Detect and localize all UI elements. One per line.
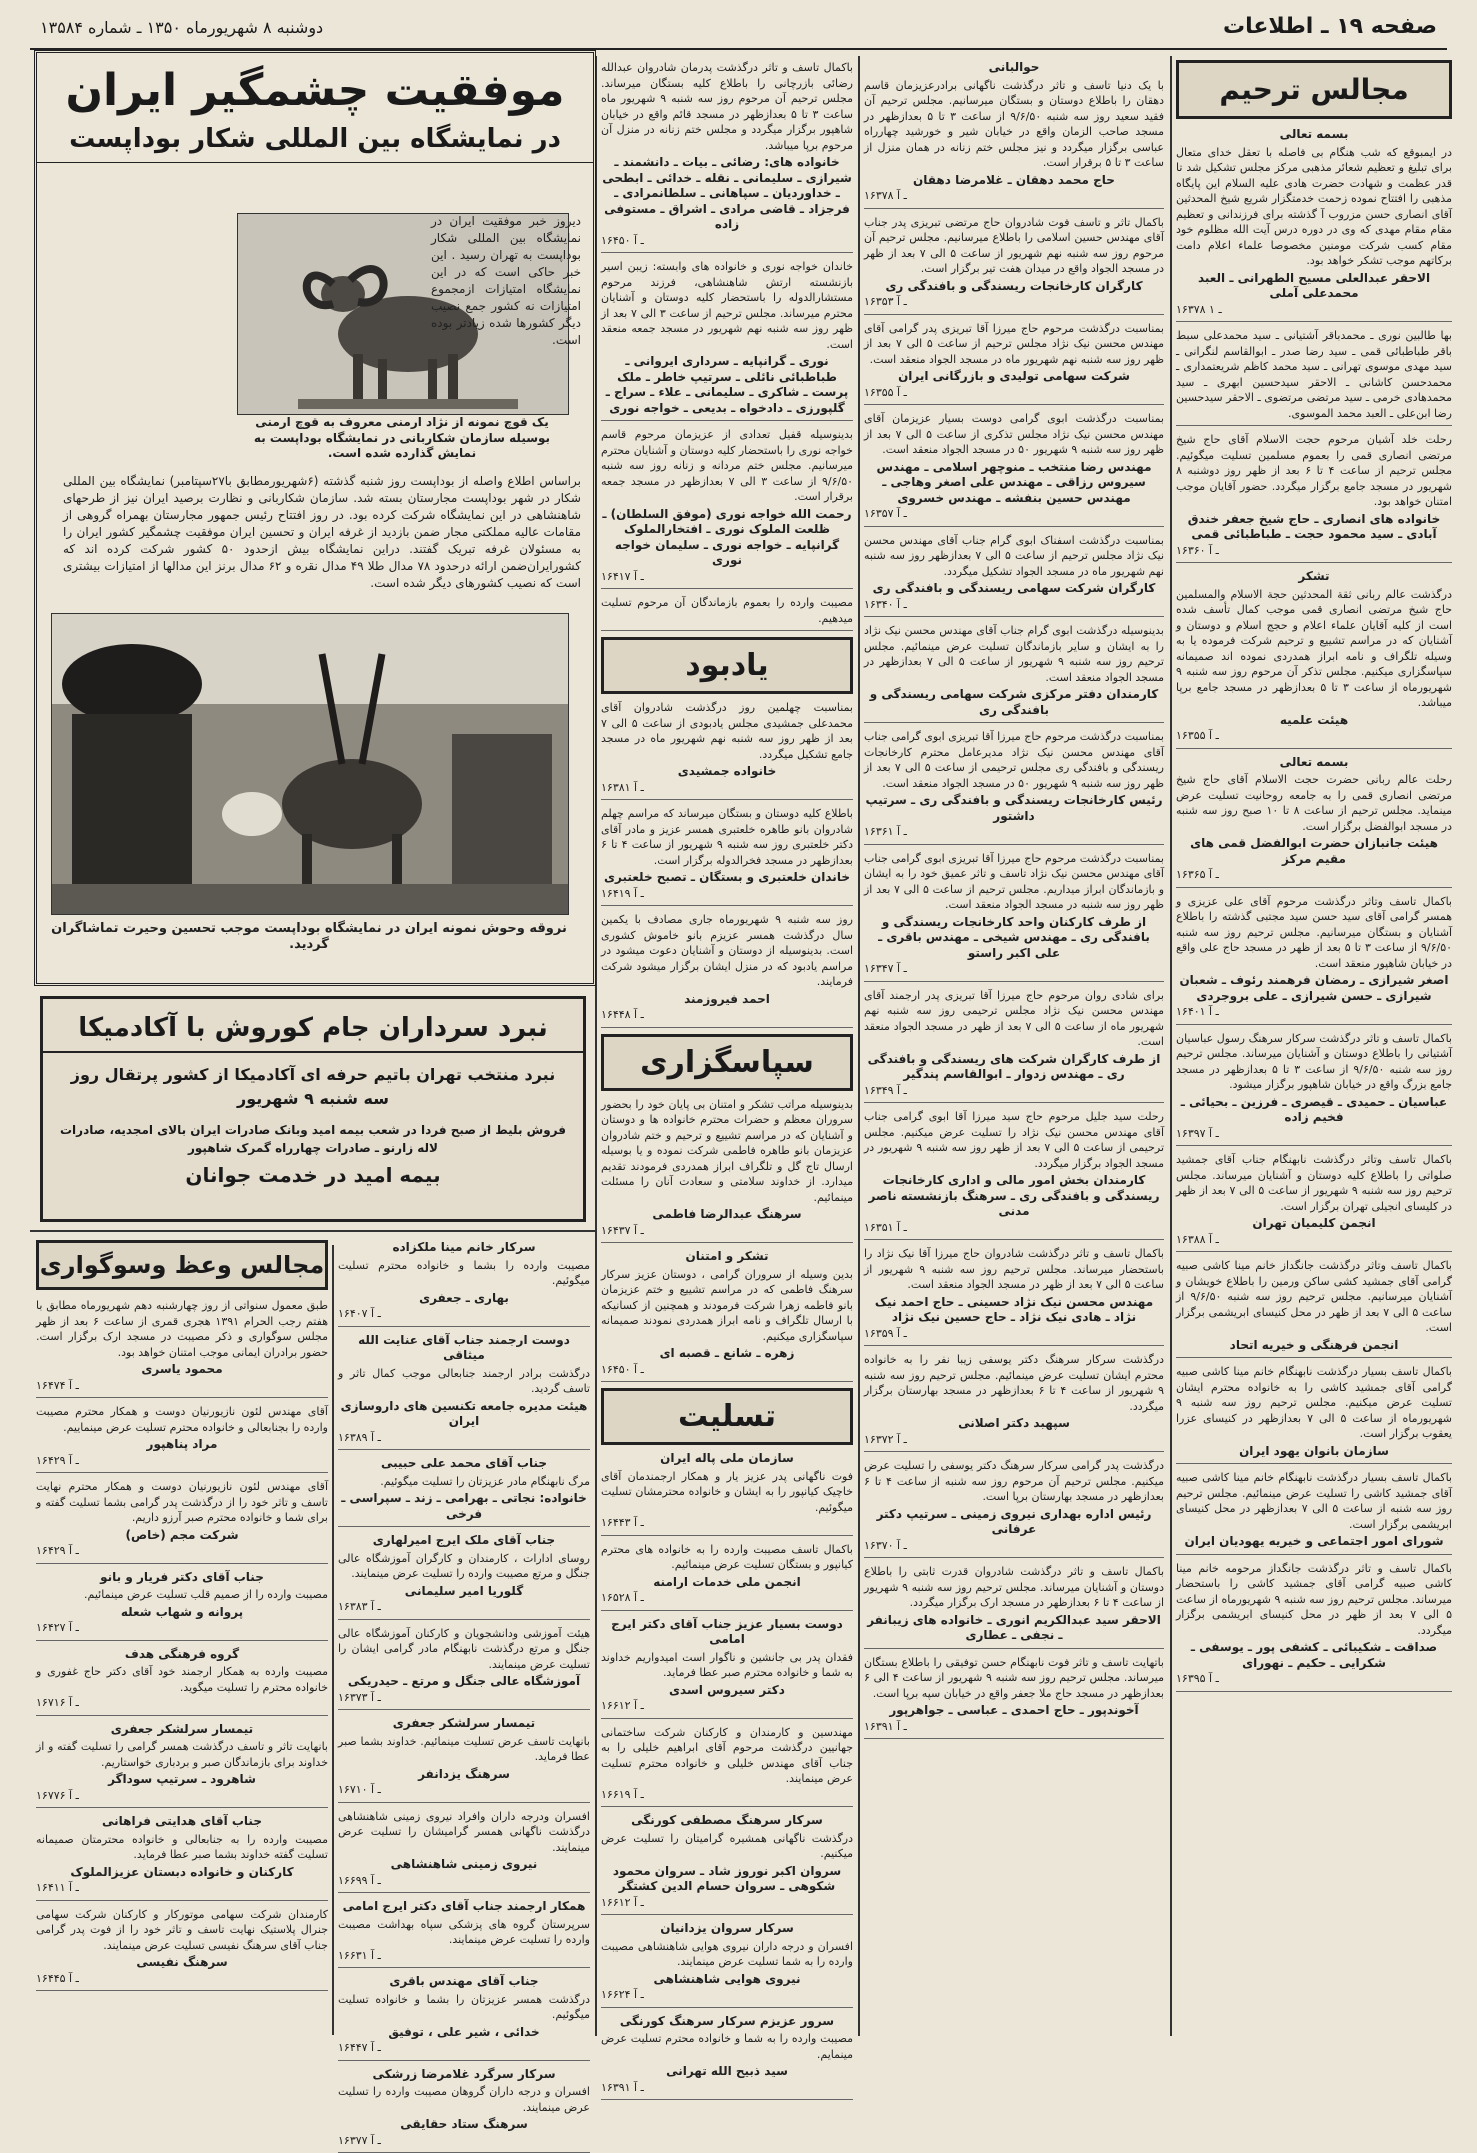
notice-body: روسای ادارات ، کارمندان و کارگران آموزشگاه عالی جنگل و مرتع مصیبت وارده را تسلیت عرض مینمایند.: [338, 1551, 590, 1582]
notice-body: روز سه شنبه ۹ شهریورماه جاری مصادف با یکمین سال درگذشت همسر عزیزم بانو خاموش کشوری است. بدینوسیله از دوستان و آشنایان دعوت میشود در مراسم یادبود که در منزل ایشان برگزار میشود شرکت فرمایند.: [601, 912, 853, 990]
notice-body: مصیبت وارده را به جنابعالی و خانواده محترمتان صمیمانه تسلیت گفته خداوند بشما صبر عطا فرماید.: [36, 1832, 328, 1863]
notice: [864, 1564, 1164, 1649]
notice: [36, 1404, 328, 1473]
notice-code: ۱۶۴۰۱ ـ آ: [1176, 1004, 1452, 1020]
notice-heading: بسمه تعالی: [1176, 755, 1452, 771]
notice: [36, 1722, 328, 1809]
notice: [1176, 569, 1452, 749]
notice: [1176, 328, 1452, 426]
notice-signature: زهره ـ شانع ـ قصبه ای: [601, 1346, 853, 1362]
exhibit-photo-caption: نروقه وحوش نمونه ایران در نمایشگاه بوداپست موجب تحسین وحیرت تماشاگران گردید.: [51, 921, 567, 952]
notice-body: بانهایت تاسف عرض تسلیت مینمائیم. خداوند بشما صبر عطا فرماید.: [338, 1734, 590, 1765]
notice-code: ۱۶۳۸۳ ـ آ: [338, 1599, 590, 1615]
notice-body: بمناسبت درگذشت مرحوم حاج میرزا آقا تبریزی ابوی گرامی جناب آقای مهندس محسن نیک نژاد مدیرعامل محترم کارخانجات ریسندگی و بافندگی ری مجلس ترحیمی از ساعت ۵ الی ۷ بعد از ظهر روز سه شنبه ۹ شهریور ۵۰ در مسجد الجواد منعقد است.: [864, 729, 1164, 791]
notice: [864, 729, 1164, 845]
notice: [601, 1451, 853, 1536]
notice-heading: سرور عزیزم سرکار سرهنگ کورنگی: [601, 2014, 853, 2030]
column-4: [338, 1240, 590, 2035]
notice-body: باطلاع کلیه دوستان و بستگان میرساند که مراسم چهلم شادروان بانو طاهره خلعتبری همسر عزیز و مادر آقای دکتر خلعتبری روز سه شنبه ۹ شهریور از ساعت ۴ تا ۶ بعدازظهر در مسجد فخرالدوله برگزار است.: [601, 806, 853, 868]
column-vaz: [36, 1240, 328, 2035]
notice-body: هیئت آموزشی ودانشجویان و کارکنان آموزشگاه عالی جنگل و مرتع درگذشت نابهنگام مادر گرامی ایشان را تسلیت عرض مینمایند.: [338, 1626, 590, 1673]
notice-body: درگذشت ناگهانی همشیره گرامیتان را تسلیت عرض میکنیم.: [601, 1831, 853, 1862]
notice-heading: جناب آقای مهندس باقری: [338, 1974, 590, 1990]
notice-signature: آموزشگاه عالی جنگل و مرتع ـ حیدریکی: [338, 1674, 590, 1690]
column-rule: [1170, 56, 1172, 2036]
section-title-tarhim: مجالس ترحیم: [1176, 60, 1452, 119]
notice-signature: شاهرود ـ سرتیپ سوداگر: [36, 1772, 328, 1788]
notice: [338, 1456, 590, 1527]
notice-signature: محمود یاسری: [36, 1362, 328, 1378]
notice-code: ۱۶۳۷۰ ـ آ: [864, 1538, 1164, 1554]
notice-code: ۱۶۳۴۰ ـ آ: [864, 597, 1164, 613]
notice-heading: جناب آقای ملک ایرج امیرلهاری: [338, 1533, 590, 1549]
notice-code: ۱۶۳۸۱ ـ آ: [601, 780, 853, 796]
feature-subtitle: در نمایشگاه بین المللی شکار بوداپست: [37, 124, 593, 163]
notice-signature: احمد فیروزمند: [601, 992, 853, 1008]
notice: [601, 1921, 853, 2008]
notice: [601, 259, 853, 421]
notice-body: مهندسین و کارمندان و کارکنان شرکت ساختمانی جهانیین درگذشت مرحوم آقای ابراهیم خلیلی را به جناب آقای مهندس خلیلی و خانواده محترم تسلیت عرض مینمایند.: [601, 1725, 853, 1787]
notice: [601, 2014, 853, 2101]
column-3: [601, 60, 853, 2035]
notice-code: ۱۶۷۷۶ ـ آ: [36, 1788, 328, 1804]
notice-code: ۱۶۴۲۹ ـ آ: [36, 1453, 328, 1469]
notice-code: ۱۶۳۷۸ ـ آ: [864, 188, 1164, 204]
banner-footer: بیمه امید در خدمت جوانان: [43, 1163, 583, 1187]
notice-signature: عباسیان ـ حمیدی ـ قیصری ـ فرزین ـ بحیائی ـ فخیم زاده: [1176, 1095, 1452, 1126]
notice-code: ۱۶۴۵۰ ـ آ: [601, 1362, 853, 1378]
notice-signature: مراد پناهپور: [36, 1437, 328, 1453]
notice-code: ۱۶۴۴۸ ـ آ: [601, 1007, 853, 1023]
notice-body: باکمال تاسف و تاثر درگذشت سرکار سرهنگ رسول عباسیان آشتیانی را باطلاع دوستان و آشنایان میرساند. مجلس ترحیم روز سه شنبه ۹/۶/۵۰ از ساعت ۳ تا ۵ بعدازظهر در مسجد جامع بزرگ واقع در خیابان شاهپور برگزار میشود.: [1176, 1031, 1452, 1093]
notice-code: ۱۶۳۵۱ ـ آ: [864, 1220, 1164, 1236]
notice-body: با یک دنیا تاسف و تاثر درگذشت ناگهانی برادرعزیزمان قاسم دهقان را باطلاع دوستان و بستگان میرسانیم. مجلس ترحیم آن فقید سعید روز سه شنبه ۹/۶/۵۰ از ساعت ۳ تا ۵ بعدازظهر در مسجد صاحب الزمان واقع در خیابان شیر و خورشید چهارراه عباسی برگزار میگردد و نیز مجلس ختم زنانه در همان منزل از ساعت ۳ تا ۵ برقرار است.: [864, 78, 1164, 171]
notice-body: افسران ودرجه داران وافراد نیروی زمینی شاهنشاهی درگذشت ناگهانی همسر گرامیشان را تسلیت عرض مینمایند.: [338, 1809, 590, 1856]
notice-signature: سرهنگ عبدالرضا فاطمی: [601, 1207, 853, 1223]
notice: [864, 533, 1164, 618]
section-title-vaz: مجالس وعظ وسوگواری: [36, 1240, 328, 1290]
notice-signature: خانواده های انصاری ـ حاج شیخ جعفر خندق آبادی ـ سید محمود حجت ـ طباطبائی قمی: [1176, 512, 1452, 543]
notice-body: رحلت عالم ربانی حضرت حجت الاسلام آقای حاج شیخ مرتضی انصاری قمی را به جامعه روحانیت تسلیت عرض مینماید. مجلس ترحیم از ساعت ۸ تا ۱۰ صبح روز سه شنبه در مسجد ابوالفضل برگزار است.: [1176, 772, 1452, 834]
notice-body: بمناسبت درگذشت مرحوم حاج میرزا آقا تبریزی پدر گرامی آقای مهندس محسن نیک نژاد مجلس ترحیم از ساعت ۵ الی ۷ بعد از ظهر روز سه شنبه نهم شهریور ماه در مسجد الجواد منعقد است.: [864, 321, 1164, 368]
notice-body: باکمال تاسف وتاثر درگذشت مرحوم آقای علی عزیزی و همسر گرامی آقای سید حسن سید مجتبی گذشته را باطلاع آشنایان و بستگان میرسانیم. مجلس ترحیم روز سه شنبه ۹/۶/۵۰ از ساعت ۳ تا ۵ بعد از ظهر در مسجد حاج علی واقع در خیابان شاهپور منعقد است.: [1176, 894, 1452, 972]
notice: [36, 1907, 328, 1992]
notice-signature: شرکت مجم (خاص): [36, 1528, 328, 1544]
notice-body: بدینوسیله درگذشت ابوی گرام جناب آقای مهندس محسن نیک نژاد را به ایشان و سایر بازماندگان تسلیت عرض مینمائیم. مجلس ترحیم روز سه شنبه ۹ شهریور از ساعت ۵ الی ۷ بعدازظهر در مسجد الجواد منعقد است.: [864, 623, 1164, 685]
notice-code: ۱۶۷۱۰ ـ آ: [338, 1782, 590, 1798]
notice-body: بدینوسیله قفیل تعدادی از عزیزمان مرحوم قاسم خواجه نوری را باستحضار کلیه دوستان و آشنایان محترم میرسانیم. مجلس ختم مردانه و زنانه روز سه شنبه ۹/۶/۵۰ از ساعت ۳ الی ۷ بعدازظهر در مسجد جمعه برقرار است.: [601, 427, 853, 505]
notice-code: ۱۶۳۷۲ ـ آ: [864, 1432, 1164, 1448]
notice-code: ۱۶۴۰۷ ـ آ: [338, 1306, 590, 1322]
notice: [864, 60, 1164, 209]
notice: [338, 1626, 590, 1711]
notice-body: خاندان خواجه نوری و خانواده های وابسته: زیبن اسیر بازنشسته ارتش شاهنشاهی، فرزند مرحوم مستشارالدوله را باستحضار کلیه دوستان و آشنایان محترم میرساند. مجلس ترحیم از ساعت ۳ الی ۷ بعد از ظهر روز سه شنبه نهم شهریور در مسجد جمعه منعقد است.: [601, 259, 853, 352]
notice-signature: بهاری ـ جعفری: [338, 1291, 590, 1307]
notice: [864, 1458, 1164, 1558]
notice: [864, 215, 1164, 315]
notice-code: ۱۶۳۶۱ ـ آ: [864, 824, 1164, 840]
notice-body: باکمال تاسف بسیار درگذشت نابهنگام خانم مینا کاشی صبیه گرامی آقای جمشید کاشی را به خانواده محترم ایشان تسلیت عرض میکنیم. مجلس ترحیم روز سه شنبه ۹ شهریورماه از ساعت ۵ الی ۷ بعدازظهر در کنیسای عزرا یعقوب برگزار است.: [1176, 1364, 1452, 1442]
notice-code: ۱۶۳۷۷ ـ آ: [338, 2133, 590, 2149]
section-rule: [30, 1230, 595, 1232]
notice-heading: همکار ارجمند جناب آقای دکتر ایرج امامی: [338, 1899, 590, 1915]
notice-code: ۱۶۳۵۹ ـ آ: [864, 1326, 1164, 1342]
section-title-sepasgozari: سپاسگزاری: [601, 1034, 853, 1091]
notice-body: رحلت سید جلیل مرحوم حاج سید میرزا آقا ابوی گرامی جناب آقای مهندس محسن نیک نژاد را تسلیت عرض میکنیم. مجلس ترحیمی از ساعت ۵ الی ۷ بعد از ظهر روز سه شنبه ۹ شهریور در مسجد الجواد برگزار میگردد.: [864, 1109, 1164, 1171]
notice-code: ۱۶۵۲۸ ـ آ: [601, 1590, 853, 1606]
notice: [601, 60, 853, 253]
notice-signature: الاحقر سید عبدالکریم انوری ـ خانواده های زیبانفر ـ نجفی ـ عطاری: [864, 1613, 1164, 1644]
notice-signature: سازمان بانوان یهود ایران: [1176, 1444, 1452, 1460]
notice-signature: خانواده: نجاتی ـ بهرامی ـ زند ـ سپراسی ـ فرخی: [338, 1491, 590, 1522]
notice: [338, 1333, 590, 1451]
notice-body: فقدان پدر بی جانشین و ناگوار است امیدواریم خداوند به شما و خانواده محترم صبر عطا فرماید.: [601, 1650, 853, 1681]
notice-signature: صداقت ـ شکیبائی ـ کشفی پور ـ یوسفی ـ شکرایی ـ حکیم ـ نهورای: [1176, 1640, 1452, 1671]
notice-heading: سرکار خانم مینا ملکزاده: [338, 1240, 590, 1256]
notice: [864, 988, 1164, 1104]
exhibit-photo: [51, 613, 569, 915]
notice-code: ۱۶۴۲۷ ـ آ: [36, 1620, 328, 1636]
feature-body: براساس اطلاع واصله از بوداپست روز شنبه گذشته (۶شهریورمطابق با۲۷سپتامبر) نمایشگاه بین المللی شکار در شهر بوداپست مجارستان بسته شد. سازمان شکاربانی و نظارت برصید ایران نیز از طرحهای شاهنشاهی در این نمایشگاه شرکت کرده بود. در روز افتتاح رئیس جمهور مجارستان بهمراه گروهی از مقامات عالیه مملکتی مجار ضمن بازدید از غرفه ایران و تحسین ایران موفقیت چشمگیر کشور ایران را به مسئولان غرفه تبریک گفتند. دراین نمایشگاه بیش ازحدود ۵۰ کشور شرکت کرده اند که کشورایران‌‌ضمن ارائه درحدود ۷۸ مدال طلا ۴۹ مدال نقره و ۶۲ مدال برنز این مدالها از امتیازات بیشتری است که نصیب کشورهای دیگر شده است.: [63, 473, 581, 592]
notice-code: ۱۶۳۸۹ ـ آ: [338, 1430, 590, 1446]
notice-heading: سرکار سرهنگ مصطفی کورنگی: [601, 1813, 853, 1829]
notice-code: ۱۶۳۷۳ ـ آ: [338, 1690, 590, 1706]
notice-body: بدینوسیله مراتب تشکر و امتنان بی پایان خود را بحضور سروران معظم و حضرات محترم خانواده ها و دوستان و آشنایان که در مراسم تشییع و ترحیم و ختم شادروان عزیزمان بانو طاهره فاطمی شرکت نموده و یا بوسیله ارسال تاج گل و تلگراف ابراز همدردی فرمودند تقدیم میدارد. از خداوند سلامتی و سعادت آنان را مسئلت مینمائیم.: [601, 1097, 853, 1206]
notice-code: ۱۶۳۵۵ ـ آ: [864, 385, 1164, 401]
notice-signature: خدائی ، شیر علی ، توفیق: [338, 2025, 590, 2041]
notice-code: ۱۶۳۹۱ ـ آ: [864, 1719, 1164, 1735]
football-banner: [40, 996, 586, 1222]
notice-code: ۱۶۳۴۹ ـ آ: [864, 1083, 1164, 1099]
notice: [1176, 1152, 1452, 1252]
notice: [601, 912, 853, 1028]
notice: [338, 2067, 590, 2153]
notice-code: ۱۶۴۷۴ ـ آ: [36, 1378, 328, 1394]
notice-body: درگذشت برادر ارجمند جنابعالی موجب کمال تاثر و تاسف گردید.: [338, 1366, 590, 1397]
feature-article: [34, 50, 596, 986]
notice-code: ۱۶۴۵۰ ـ آ: [601, 233, 853, 249]
notice-body: بانهایت تاثر و تاسف درگذشت همسر گرامی را تسلیت گفته و از خداوند برای بازماندگان صبر و بردباری خواستاریم.: [36, 1739, 328, 1770]
notice-signature: انجمن ملی خدمات ارامنه: [601, 1575, 853, 1591]
notice: [601, 1725, 853, 1808]
notice: [864, 1655, 1164, 1740]
notice-code: ۱۶۳۵۵ ـ آ: [1176, 728, 1452, 744]
notice: [1176, 1364, 1452, 1464]
notice-code: ۱۶۷۱۶ ـ آ: [36, 1695, 328, 1711]
notice-signature: هیئت جانبازان حضرت ابوالفضل قمی های مقیم مرکز: [1176, 836, 1452, 867]
notice: [601, 1249, 853, 1382]
notice: [1176, 432, 1452, 563]
notice: [601, 1542, 853, 1611]
notice: [864, 411, 1164, 527]
notice-body: کارمندان شرکت سهامی موتورکار و کارکنان شرکت سهامی جنرال پلاستیک نهایت تاسف و تاثر خود را از فوت پدر گرامی جناب آقای سرهنگ نفیسی تسلیت عرض مینمایند.: [36, 1907, 328, 1954]
notice-code: ۱۶۶۲۴ ـ آ: [601, 1987, 853, 2003]
notice: [864, 1109, 1164, 1240]
notice-heading: سرکار سرگرد غلامرضا زرشکی: [338, 2067, 590, 2083]
notice: [601, 1097, 853, 1244]
notice: [601, 700, 853, 800]
notice: [1176, 894, 1452, 1025]
notice-signature: حاج محمد دهقان ـ غلامرضا دهقان: [864, 173, 1164, 189]
notice-signature: نیروی زمینی شاهنشاهی: [338, 1857, 590, 1873]
notice: [338, 1533, 590, 1620]
notice-body: باکمال تاسف و تاثر درگذشت پدرمان شادروان عبدالله رضائی بازرچانی را باطلاع کلیه بستگان میرساند. مجلس ترحیم آن مرحوم روز سه شنبه ۹ شهریور ماه ساعت ۳ تا ۵ بعدازظهر در مسجد قائم واقع در خیابان شاهپور برگزار میگردد و مجلس ختم زنانه در منزل آن مرحوم برپا میباشد.: [601, 60, 853, 153]
notice-code: ۱۶۴۱۱ ـ آ: [36, 1880, 328, 1896]
notice-body: باتهایت تاسف و تاثر فوت نابهنگام حسن توفیقی را باطلاع بستگان میرساند. مجلس ترحیم روز سه شنبه ۹ شهریور از ساعت ۴ الی ۶ بعدازظهر در مسجد حاج ملا جعفر واقع در خیابان سپه برپا است.: [864, 1655, 1164, 1702]
notice-body: بها طالبین نوری ـ محمدباقر آشتیانی ـ سید محمدعلی سبط باقر طباطبائی قمی ـ سید رضا صدر ـ ابوالقاسم لنگرانی ـ سید مهدی موسوی تهرانی ـ سید محمد کاظم شریعتمداری ـ محمدحسن کاشانی ـ الاحقر سیدحسین ابهری ـ سید محمدهادی خرمی ـ سید مرتضی مرتضوی ـ الاحقر سیدحسین رضا ابن‌علی ـ العبد محمد الموسوی.: [1176, 328, 1452, 421]
notice: [601, 806, 853, 906]
notice-signature: نیروی هوایی شاهنشاهی: [601, 1972, 853, 1988]
notice-body: سرپرستان گروه های پزشکی سپاه بهداشت مصیبت وارده را تسلیت عرض مینمایند.: [338, 1917, 590, 1948]
notice-body: طبق معمول سنواتی از روز چهارشنبه دهم شهریورماه مطابق با هفتم رجب الحرام ۱۳۹۱ هجری قمری از ساعت ۶ بعد از ظهر مجلس سوگواری و ذکر مصیبت در مسجد ارک برگزار است. حضور برادران ایمانی موجب امتنان خواهد بود.: [36, 1298, 328, 1360]
notice-heading: جناب آقای محمد علی حبیبی: [338, 1456, 590, 1472]
notice-signature: کارکنان و خانواده دبستان عزیزالملوک: [36, 1865, 328, 1881]
notice-signature: سپهبد دکتر اصلانی: [864, 1416, 1164, 1432]
notice-body: بمناسبت درگذشت ابوی گرامی دوست بسیار عزیزمان آقای مهندس محسن نیک نژاد مجلس تذکری از ساعت ۵ الی ۷ بعد از ظهر روز سه شنبه ۹ شهریور ۵۰ در مسجد الجواد منعقد است.: [864, 411, 1164, 458]
notice-heading: بسمه تعالی: [1176, 127, 1452, 143]
notice-signature: هیئت مدیره جامعه تکنسین های داروسازی ایران: [338, 1399, 590, 1430]
notice-code: ۱۶۳۶۰ ـ آ: [1176, 543, 1452, 559]
notice-code: ۱۶۴۳۷ ـ آ: [601, 1223, 853, 1239]
notice-heading: تشکر و امتنان: [601, 1249, 853, 1265]
notice-body: باکمال تاسف بسیار درگذشت نابهنگام خانم مینا کاشی صبیه آقای جمشید کاشی را تسلیت عرض مینمائیم. مجلس ترحیم روز سه شنبه از ساعت ۵ الی ۷ بعدازظهر در محل کنیسای ابریشمی برگزار است.: [1176, 1470, 1452, 1532]
notice-signature: از طرف کارگران شرکت های ریسندگی و بافندگی ری ـ مهندس زدوار ـ ابوالقاسم پندگیر: [864, 1052, 1164, 1083]
ram-photo-caption: یک قوچ نمونه از نژاد ارمنی معروف به قوچ ارمنی بوسیله سازمان شکاربانی در نمایشگاه بوداپست به نمایش گذارده شده است.: [237, 415, 567, 462]
notice-code: ۱۶۳۹۱ ـ آ: [601, 2080, 853, 2096]
column-2: [864, 60, 1164, 2035]
notice-body: رحلت خلد آشیان مرحوم حجت الاسلام آقای حاج شیخ مرتضی انصاری قمی را بعموم مسلمین تسلیت میگوئیم. مجلس ترحیم از ساعت ۴ تا ۶ بعد از ظهر روز دوشنبه ۸ شهریور در مسجد جامع برگزار میگردد. حضور آقایان موجب امتنان خواهد بود.: [1176, 432, 1452, 510]
notice-body: درگذشت پدر گرامی سرکار سرهنگ دکتر یوسفی را تسلیت عرض میکنیم. مجلس ترحیم آن مرحوم روز سه شنبه از ساعت ۴ تا ۶ بعدازظهر در مسجد بهارستان برپا است.: [864, 1458, 1164, 1505]
notice: [36, 1814, 328, 1901]
notice-signature: آخوندپور ـ حاج احمدی ـ عباسی ـ جواهرپور: [864, 1703, 1164, 1719]
notice: [1176, 1470, 1452, 1555]
notice-body: افسران و درجه داران نیروی هوایی شاهنشاهی مصیبت وارده را به شما تسلیت عرض مینمایند.: [601, 1939, 853, 1970]
notice-code: ۱۶۶۱۲ ـ آ: [601, 1698, 853, 1714]
notice-body: باکمال تاسف و تاثر درگذشت جانگداز مرحومه خانم مینا کاشی صبیه گرامی آقای جمشید کاشی را باستحضار میرساند. مجلس ترحیم روز سه شنبه ۹ شهریورماه از ساعت ۵ الی ۷ بعد از ظهر در محل کنیسای ابریشمی برگزار میگردد.: [1176, 1561, 1452, 1639]
notice-code: ۱۶۴۴۵ ـ آ: [36, 1971, 328, 1987]
notice-body: مرگ نابهنگام مادر عزیزتان را تسلیت میگوئیم.: [338, 1474, 590, 1490]
notice-signature: رئیس کارخانجات ریسندگی و بافندگی ری ـ سرتیپ داشتور: [864, 793, 1164, 824]
notice-code: ۱۶۴۲۹ ـ آ: [36, 1543, 328, 1559]
notice: [1176, 1031, 1452, 1147]
notice-signature: گلوریا امیر سلیمانی: [338, 1584, 590, 1600]
notice-heading: سازمان ملی پاله ایران: [601, 1451, 853, 1467]
notice: [36, 1570, 328, 1641]
notice-body: بمناسبت درگذشت اسفناک ابوی گرام جناب آقای مهندس محسن نیک نژاد مجلس ترحیم از ساعت ۵ الی ۷ بعدازظهر روز سه شنبه نهم شهریور ماه در مسجد الجواد تشکیل میگردد.: [864, 533, 1164, 580]
notice-signature: رئیس اداره بهداری نیروی زمینی ـ سرتیپ دکتر عرفانی: [864, 1507, 1164, 1538]
notice-heading: سرکار سروان یزدانیان: [601, 1921, 853, 1937]
notice-code: ۱۶۳۹۷ ـ آ: [1176, 1126, 1452, 1142]
notice-body: در ایمبوقع که شب هنگام بی فاصله با تعقل خدای متعال برای تبلیغ و تعظیم شعائر مذهبی مرکز مجلس تشکیل شد تا قدر عظمت و شهادت حضرت هادی علیه السلام این پایگاه مذهبی را افتتاح نموده زحمت خدمتگزار شریع شیخ المحدثین آقای انصاری حسن مزروب آ گذشته برای فرزندانی و تعظیم مقام مقام مهدی که وی در دوره درس آیت الله مظلوم خود مقام کسب شرکت مومنین مخصوصا علماء اعلام دامت برکاتهم موجب تشکر خواهد بود.: [1176, 145, 1452, 269]
notice: [601, 595, 853, 631]
notice: [36, 1298, 328, 1398]
notice-code: ۱۶۴۴۳ ـ آ: [601, 1515, 853, 1531]
notice: [338, 1716, 590, 1803]
notice-code: ۱۶۳۵۷ ـ آ: [864, 506, 1164, 522]
notice-body: آقای مهندس لئون نازیورنیان دوست و همکار محترم نهایت تاسف و تاثر خود را از درگذشت پدر گرامی بشما تسلیت گفته و برای شما و خانواده محترم صبر آرزو داریم.: [36, 1479, 328, 1526]
notice-signature: رحمت الله خواجه نوری (موفق السلطان) ـ ظلعت الملوک نوری ـ افتخارالملوک گرانپایه ـ خواجه نوری ـ سلیمان خواجه نوری: [601, 507, 853, 569]
notice-signature: کارگران شرکت سهامی ریسندگی و بافندگی ری: [864, 581, 1164, 597]
notice-code: ۱۶۳۴۷ ـ آ: [864, 961, 1164, 977]
notice: [338, 1899, 590, 1968]
notice-code: ۱۶۶۱۲ ـ آ: [601, 1895, 853, 1911]
notice-body: مصیبت وارده به همکار ارجمند خود آقای دکتر حاج غفوری و خانواده محترم را تسلیت میگوید.: [36, 1664, 328, 1695]
notice-code: ۱۶۴۴۷ ـ آ: [338, 2040, 590, 2056]
notice-signature: انجمن فرهنگی و خیریه اتحاد: [1176, 1338, 1452, 1354]
notice: [338, 1974, 590, 2061]
banner-line2: فروش بلیط از صبح فردا در شعب بیمه امید وبانک صادرات ایران بالای امجدیه، صادرات لاله زارنو ـ صادرات چهارراه گمرک شاهپور: [59, 1121, 567, 1157]
notice-body: مصیبت وارده را به شما و خانواده محترم تسلیت عرض مینمایم.: [601, 2031, 853, 2062]
notice-signature: کارمندان دفتر مرکزی شرکت سهامی ریسندگی و بافندگی ری: [864, 687, 1164, 718]
notice-body: باکمال تاثر و تاسف فوت شادروان حاج مرتضی تبریزی پدر جناب آقای مهندس حسین اسلامی را باطلاع میرسانیم. مجلس ترحیم آن مرحوم روز سه شنبه نهم شهریور از ساعت ۵ الی ۷ بعد از ظهر در مسجد الجواد واقع در میدان هفت تیر برگزار است.: [864, 215, 1164, 277]
notice-code: ۱۶۳۹۵ ـ آ: [1176, 1671, 1452, 1687]
notice: [864, 851, 1164, 982]
notice: [1176, 1258, 1452, 1358]
notice-heading: تشکر: [1176, 569, 1452, 585]
notice-body: مصیبت وارده را بشما و خانواده محترم تسلیت میگوئیم.: [338, 1258, 590, 1289]
notice: [338, 1240, 590, 1327]
notice-body: بدین وسیله از سروران گرامی ، دوستان عزیز سرکار سرهنگ فاطمی که در مراسم تشییع و ختم عزیزمان بانو فاطمه زهرا شرکت فرمودند و همچنین از کسانیکه با ارسال تلگراف و نامه ابراز همدردی نمودند صمیمانه سپاسگزاری میکنیم.: [601, 1267, 853, 1345]
notice: [864, 1352, 1164, 1452]
notice-signature: مهندس محسن نیک نژاد حسینی ـ حاج احمد نیک نژاد ـ هادی نیک نژاد ـ حاج حسین نیک نژاد: [864, 1295, 1164, 1326]
notice-signature: مهندس رضا منتخب ـ منوچهر اسلامی ـ مهندس سیروس رزاقی ـ مهندس علی اصغر وهاجی ـ مهندس حسین بنفشه ـ مهندس خسروی: [864, 460, 1164, 507]
section-title-yadbood: یادبود: [601, 637, 853, 694]
notice-signature: کارگران کارخانجات ریسندگی و بافندگی ری: [864, 279, 1164, 295]
notice-body: باکمال تاسف و تاثر درگذشت شادروان حاج میرزا آقا نیک نژاد را باستحضار میرساند. مجلس ترحیم روز سه شنبه ۹ شهریور از ساعت ۵ الی ۷ بعد از ظهر در مسجد الجواد منعقد است.: [864, 1246, 1164, 1293]
notice-signature: سید ذبیح الله تهرانی: [601, 2064, 853, 2080]
column-rule: [332, 1245, 334, 2035]
notice-body: فوت ناگهانی پدر عزیز یار و همکار ارجمندمان آقای خاچیک کیانپور را به ایشان و خانواده محترمشان تسلیت میگوئیم.: [601, 1469, 853, 1516]
notice-code: ۱۶۳۶۵ ـ آ: [1176, 867, 1452, 883]
notice-body: برای شادی روان مرحوم حاج میرزا آقا تبریزی پدر ارجمند آقای مهندس محسن نیک نژاد مجلس ترحیمی روز سه شنبه نهم شهریور ماه از ساعت ۵ الی ۷ بعد از ظهر در مسجد الجواد منعقد است.: [864, 988, 1164, 1050]
notice-body: درگذشت عالم ربانی ثقة المحدثین حجة الاسلام والمسلمین حاج شیخ مرتضی انصاری قمی موجب کمال تأسف شده است از کلیه آقایان علماء اعلام و حجج اسلام و دوستان و آشنایان که در مراسم تشییع و ترحیم شرکت فرموده یا به وسیله تلگراف و نامه ابراز همدردی نموده اند صمیمانه سپاسگزاری میکنیم. مجلس تذکر آن مرحوم روز سه شنبه ۹ شهریورماه از ساعت ۳ تا ۵ بعدازظهر در مسجد جامع برپا میباشد.: [1176, 587, 1452, 711]
notice-heading: جناب آقای هدایتی فراهانی: [36, 1814, 328, 1830]
notice-code: ۱۶۴۱۷ ـ آ: [601, 569, 853, 585]
banner-line1: نبرد منتخب تهران باتیم حرفه ای آکادمیکا از کشور پرتقال روز سه شنبه ۹ شهریور: [59, 1063, 567, 1111]
notice: [601, 427, 853, 589]
issue-date: دوشنبه ۸ شهریورماه ۱۳۵۰ ـ شماره ۱۳۵۸۴: [40, 18, 323, 37]
notice-body: افسران و درجه داران گروهان مصیبت وارده را تسلیت عرض مینمایند.: [338, 2084, 590, 2115]
notice-signature: سرهنگ یزدانفر: [338, 1767, 590, 1783]
page-label: صفحه ۱۹ ـ اطلاعات: [1223, 14, 1437, 39]
notice-body: درگذشت همسر عزیزتان را بشما و خانواده تسلیت میگوئیم.: [338, 1992, 590, 2023]
section-title-tasliyat: تسلیت: [601, 1388, 853, 1445]
notice-code: ۱۶۶۳۱ ـ آ: [338, 1948, 590, 1964]
notice-body: باکمال تاسف و تاثر درگذشت شادروان قدرت ثابتی را باطلاع دوستان و آشنایان میرساند. مجلس ترحیم روز سه شنبه ۹ شهریور از ساعت ۴ تا ۶ بعدازظهر در مسجد ارک برگزار میگردد.: [864, 1564, 1164, 1611]
notice-signature: الاحقر عبدالعلی مسیح الطهرانی ـ العبد محمدعلی آملی: [1176, 271, 1452, 302]
wildlife-exhibit-icon: [52, 614, 568, 914]
notice-heading: تیمسار سرلشکر جعفری: [338, 1716, 590, 1732]
notice-body: باکمال تاسف وتاثر درگذشت نابهنگام جناب آقای جمشید صلواتی را باطلاع کلیه دوستان و آشنایان میرساند. مجلس ترحیم روز سه شنبه ۹ شهریور از ساعت ۵ الی ۷ بعد از ظهر در کلیسای انجیلی تهران برگزار است.: [1176, 1152, 1452, 1214]
notice-signature: انجمن کلیمیان تهران: [1176, 1216, 1452, 1232]
notice-body: درگذشت سرکار سرهنگ دکتر یوسفی زیبا نفر را به خانواده محترم ایشان تسلیت عرض مینمائیم. مجلس ترحیم روز سه شنبه ۹ شهریور از ساعت ۴ تا ۶ بعدازظهر در مسجد بهارستان برگزار میگردد.: [864, 1352, 1164, 1414]
notice-signature: پروانه و شهاب شعله: [36, 1605, 328, 1621]
notice: [36, 1647, 328, 1716]
notice-body: مصیبت وارده را از صمیم قلب تسلیت عرض مینمائیم.: [36, 1587, 328, 1603]
notice-signature: هیئت علمیه: [1176, 713, 1452, 729]
notice-signature: سرهنگ نفیسی: [36, 1955, 328, 1971]
notice-body: بمناسبت درگذشت مرحوم حاج میرزا آقا تبریزی ابوی گرامی جناب آقای مهندس محسن نیک نژاد تاسف و تاثر عمیق خود را به ایشان و بازماندگان ابراز میداریم. مجلس ترحیم از ساعت ۵ الی ۷ بعد از ظهر روز سه شنبه در مسجد الجواد منعقد است.: [864, 851, 1164, 913]
notice-heading: دوست ارجمند جناب آقای عنایت الله میثاقی: [338, 1333, 590, 1364]
notice-body: باکمال تاسف وتاثر درگذشت جانگداز خانم مینا کاشی صبیه گرامی آقای جمشید کشی ساکن ورمین را باطلاع خویشان و آشنایان میرسانیم. مجلس ترحیم روز سه شنبه ۹/۶/۵۰ از ساعت ۵ الی ۷ بعد از ظهر در محل کنیسای ابریشمی برگزار است.: [1176, 1258, 1452, 1336]
notice-signature: کارمندان بخش امور مالی و اداری کارخانجات ریسندگی و بافندگی ری ـ سرهنگ بازنشسته ناصر مدنی: [864, 1173, 1164, 1220]
column-tarhim: [1176, 60, 1452, 2035]
notice: [601, 1813, 853, 1915]
notice: [601, 1617, 853, 1719]
notice-signature: خانواده جمشیدی: [601, 764, 853, 780]
notice-signature: شرکت سهامی تولیدی و بازرگانی ایران: [864, 369, 1164, 385]
notice-code: ۱۶۳۷۸ ـ ۱: [1176, 302, 1452, 318]
notice-code: ۱۶۳۵۳ ـ آ: [864, 294, 1164, 310]
notice-heading: دوست بسیار عزیز جناب آقای دکتر ایرج امامی: [601, 1617, 853, 1648]
notice-signature: خاندان خلعتبری و بستگان ـ تصبح خلعتبری: [601, 870, 853, 886]
notice-signature: شورای امور اجتماعی و خیریه یهودیان ایران: [1176, 1534, 1452, 1550]
notice-body: باکمال تاسف مصیبت وارده را به خانواده های محترم کیانپور و بستگان تسلیت عرض مینمائیم.: [601, 1542, 853, 1573]
notice-signature: سرهنگ ستاد حقایقی: [338, 2117, 590, 2133]
notice-body: مصیبت وارده را بعموم بازماندگان آن مرحوم تسلیت میدهیم.: [601, 595, 853, 626]
notice-code: ۱۶۴۱۹ ـ آ: [601, 886, 853, 902]
notice: [864, 623, 1164, 723]
notice-code: ۱۶۶۹۹ ـ آ: [338, 1873, 590, 1889]
notice-heading: تیمسار سرلشکر جعفری: [36, 1722, 328, 1738]
notice: [1176, 127, 1452, 322]
notice: [1176, 755, 1452, 888]
notice-heading: گروه فرهنگی هدف: [36, 1647, 328, 1663]
notice-code: ۱۶۳۸۸ ـ آ: [1176, 1232, 1452, 1248]
notice-code: ۱۶۶۱۹ ـ آ: [601, 1787, 853, 1803]
column-rule: [858, 56, 860, 2036]
notice: [864, 321, 1164, 406]
notice-signature: از طرف کارکنان واحد کارخانجات ریسندگی و بافندگی ری ـ مهندس شیخی ـ مهندس باقری ـ علی اکبر راستو: [864, 915, 1164, 962]
notice: [338, 1809, 590, 1894]
notice-heading: حوالبانی: [864, 60, 1164, 76]
notice: [36, 1479, 328, 1564]
notice-signature: سروان اکبر نوروز شاد ـ سروان محمود شکوهی ـ سروان حسام الدین کشتگر: [601, 1864, 853, 1895]
feature-intro: دیروز خبر موفقیت ایران در نمایشگاه بین المللی شکار بوداپست به تهران رسید . این خبر حاکی است که در این نمایشگاه امتیازات ازمجموع امتیازات نه کشور جمع نصیب دیگر کشورها شده زیادتر بوده است.: [431, 213, 581, 349]
notice-body: بمناسبت چهلمین روز درگذشت شادروان آقای محمدعلی جمشیدی مجلس یادبودی از ساعت ۵ الی ۷ بعد از ظهر روز سه شنبه نهم شهریور ماه در مسجد جامع تشکیل میگردد.: [601, 700, 853, 762]
banner-title: نبرد سرداران جام کوروش با آکادمیکا: [43, 1013, 583, 1053]
notice-signature: اصغر شیرازی ـ رمضان فرهمند رئوف ـ شعبان شیرازی ـ حسن شیرازی ـ علی بروجردی: [1176, 973, 1452, 1004]
notice: [1176, 1561, 1452, 1692]
page-header: [30, 8, 1447, 50]
notice-signature: نوری ـ گرانپایه ـ سرداری ایروانی ـ طباطبائی نائلی ـ سرتیپ خاطر ـ ملک پرست ـ شاکری ـ سلیمانی ـ علاء ـ سراج ـ گلپورزی ـ دادخواه ـ بدیعی ـ خواجه نوری: [601, 354, 853, 416]
notice-signature: خانواده های: رضائی ـ بیات ـ دانشمند ـ شیرازی ـ سلیمانی ـ نقله ـ خدائی ـ ابطحی ـ خداوردیان ـ سپاهانی ـ سلطانمرادی ـ فرجزاد ـ قاضی مرادی ـ اشراق ـ مستوفی زاده: [601, 155, 853, 233]
notice: [864, 1246, 1164, 1346]
notice-signature: دکتر سیروس اسدی: [601, 1683, 853, 1699]
notice-body: آقای مهندس لئون نازیورنیان دوست و همکار محترم مصیبت وارده را بجنابعالی و خانواده محترم تسلیت عرض مینماییم.: [36, 1404, 328, 1435]
notice-heading: جناب آقای دکتر فریار و بانو: [36, 1570, 328, 1586]
feature-title: موفقیت چشمگیر ایران: [37, 65, 593, 116]
